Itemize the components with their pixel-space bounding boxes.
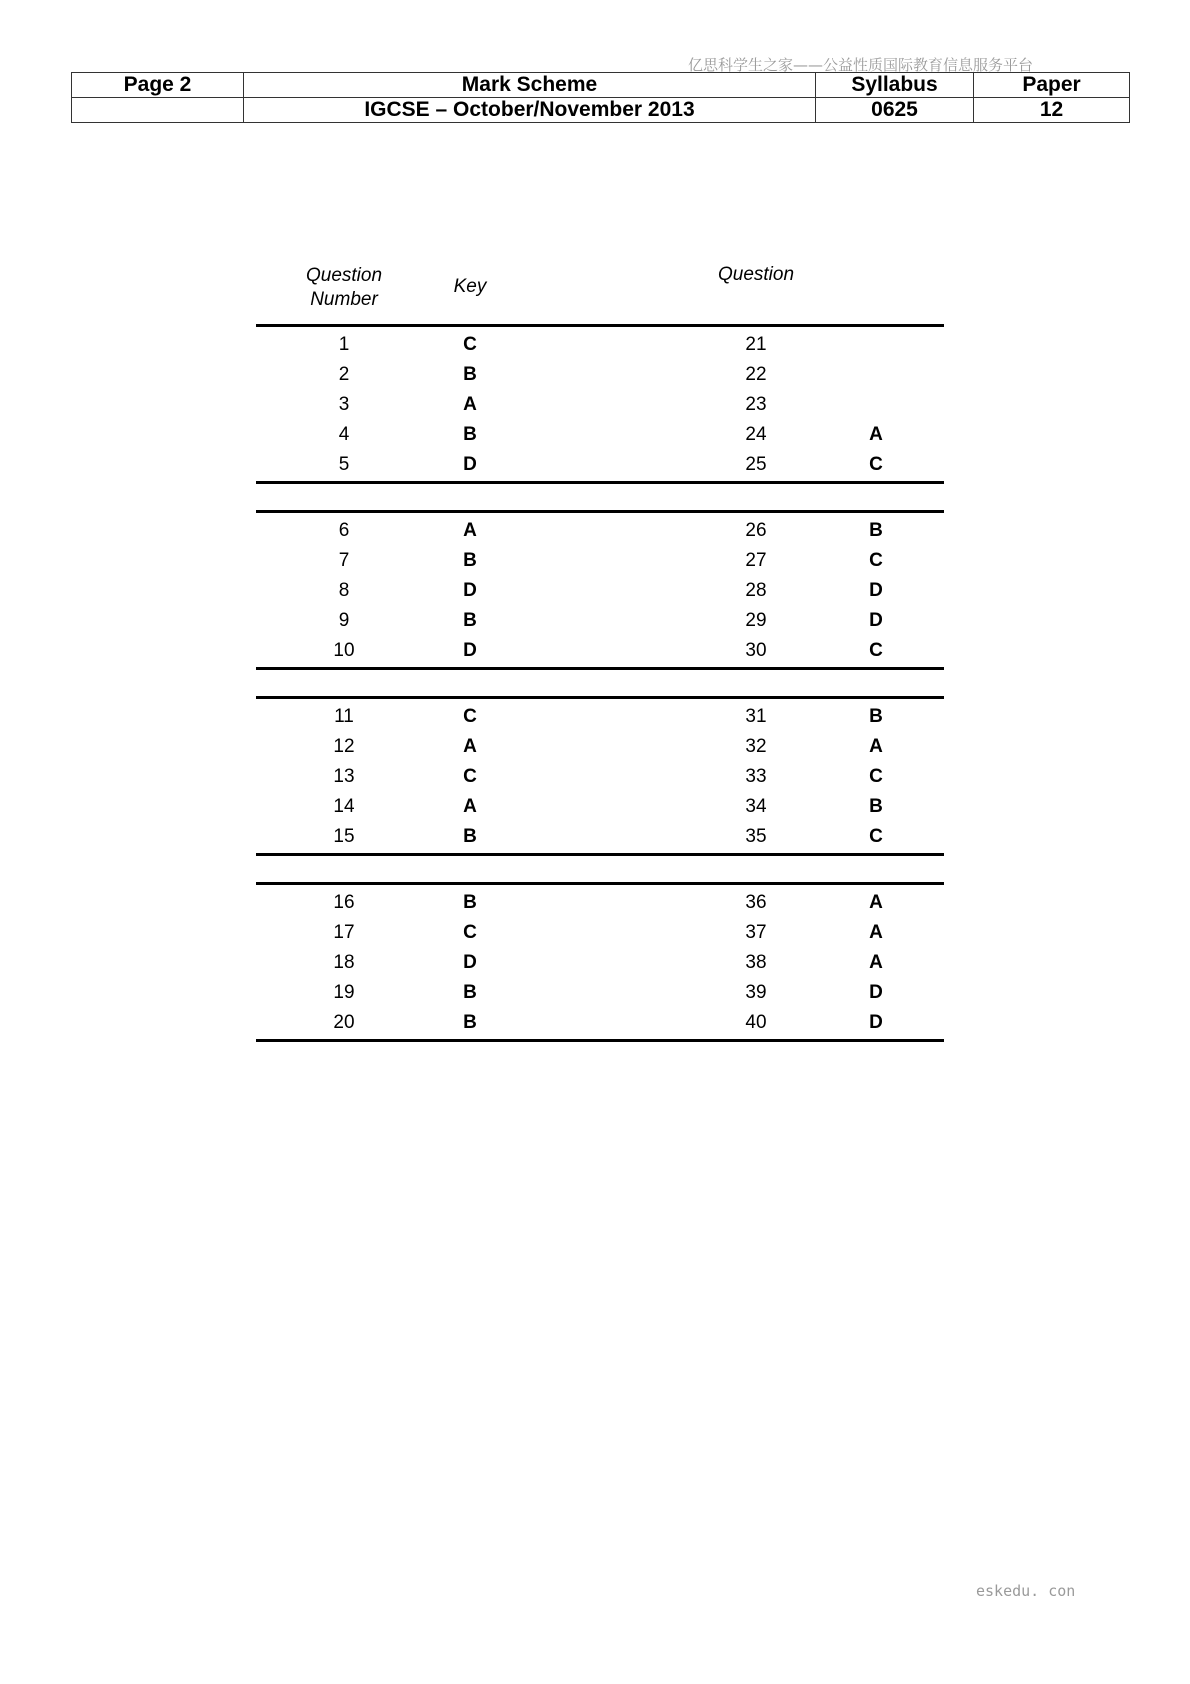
answer-key-2: C (869, 766, 883, 787)
answer-row (256, 420, 944, 450)
exam-session: IGCSE – October/November 2013 (244, 98, 816, 123)
page-number: Page 2 (72, 73, 244, 98)
answer-key-2: C (869, 640, 883, 661)
answer-block (256, 510, 944, 670)
question-number-2: 39 (745, 982, 767, 1003)
answer-key-2: B (869, 706, 883, 727)
question-number: 12 (333, 736, 355, 757)
question-number-2: 40 (745, 1012, 767, 1033)
question-number-header: Question Number (305, 265, 383, 310)
answer-row (256, 360, 944, 390)
paper-label: Paper (974, 73, 1130, 98)
question-number: 17 (333, 922, 355, 943)
question-number-2: 25 (745, 454, 767, 475)
answer-key: C (463, 706, 477, 727)
answer-key: B (463, 550, 477, 571)
question-number: 19 (333, 982, 355, 1003)
question-number-2: 29 (745, 610, 767, 631)
syllabus-label: Syllabus (816, 73, 974, 98)
question-number-2: 37 (745, 922, 767, 943)
key-header: Key (453, 276, 487, 297)
answer-key-2: C (869, 826, 883, 847)
answer-row (256, 732, 944, 762)
answer-key-2: D (869, 1012, 883, 1033)
question-number: 16 (333, 892, 355, 913)
question-number: 1 (338, 334, 350, 355)
question-number-2: 33 (745, 766, 767, 787)
question-number: 2 (338, 364, 350, 385)
syllabus-code: 0625 (816, 98, 974, 123)
answer-key-2: C (869, 550, 883, 571)
question-number: 18 (333, 952, 355, 973)
answer-key-2: A (869, 892, 883, 913)
answer-key-2: C (869, 454, 883, 475)
question-number-2: 32 (745, 736, 767, 757)
answer-key-2: B (869, 796, 883, 817)
answer-key-column-headers (256, 262, 944, 324)
answer-row (256, 576, 944, 606)
answer-key: A (463, 394, 477, 415)
question-number: 7 (338, 550, 350, 571)
question-number-2: 27 (745, 550, 767, 571)
question-number-2: 24 (745, 424, 767, 445)
answer-row (256, 918, 944, 948)
answer-key: B (463, 364, 477, 385)
paper-number: 12 (974, 98, 1130, 123)
answer-key: B (463, 826, 477, 847)
question-number: 6 (338, 520, 350, 541)
answer-row (256, 978, 944, 1008)
question-header-2: Question (717, 264, 795, 285)
answer-key: B (463, 424, 477, 445)
question-number-2: 31 (745, 706, 767, 727)
answer-key: C (463, 922, 477, 943)
answer-key-2: A (869, 424, 883, 445)
empty-cell (72, 98, 244, 123)
answer-key-2: D (869, 580, 883, 601)
answer-block (256, 882, 944, 1042)
question-number: 8 (338, 580, 350, 601)
answer-row (256, 1008, 944, 1038)
answer-row (256, 636, 944, 666)
answer-key: A (463, 796, 477, 817)
document-header-table (71, 72, 1130, 123)
answer-key: D (463, 640, 477, 661)
question-number: 3 (338, 394, 350, 415)
answer-key: D (463, 952, 477, 973)
question-number: 10 (333, 640, 355, 661)
question-number: 20 (333, 1012, 355, 1033)
answer-row (256, 702, 944, 732)
answer-key: A (463, 736, 477, 757)
answer-row (256, 606, 944, 636)
answer-row (256, 792, 944, 822)
answer-block (256, 324, 944, 484)
question-number: 15 (333, 826, 355, 847)
answer-key: C (463, 334, 477, 355)
footer-url: eskedu. con (976, 1582, 1076, 1600)
question-number-2: 30 (745, 640, 767, 661)
header-row-1 (72, 73, 1130, 98)
question-number-2: 21 (745, 334, 767, 355)
block-spacer (256, 856, 944, 882)
answer-row (256, 762, 944, 792)
answer-key: C (463, 766, 477, 787)
answer-row (256, 516, 944, 546)
answer-row (256, 330, 944, 360)
answer-key-table (256, 262, 944, 1042)
answer-key-2: A (869, 952, 883, 973)
question-number-2: 38 (745, 952, 767, 973)
question-number: 14 (333, 796, 355, 817)
question-number-2: 34 (745, 796, 767, 817)
question-number: 4 (338, 424, 350, 445)
question-number-2: 26 (745, 520, 767, 541)
question-number-2: 35 (745, 826, 767, 847)
answer-key-2: D (869, 610, 883, 631)
answer-key-2: B (869, 520, 883, 541)
watermark-text: 亿思科学生之家——公益性质国际教育信息服务平台 (688, 56, 1034, 74)
answer-key: B (463, 892, 477, 913)
question-number-2: 36 (745, 892, 767, 913)
answer-row (256, 888, 944, 918)
answer-row (256, 390, 944, 420)
document-title: Mark Scheme (244, 73, 816, 98)
answer-key: A (463, 520, 477, 541)
answer-block (256, 696, 944, 856)
answer-row (256, 450, 944, 480)
question-number: 5 (338, 454, 350, 475)
question-number-2: 28 (745, 580, 767, 601)
answer-key: D (463, 454, 477, 475)
question-number-2: 22 (745, 364, 767, 385)
block-spacer (256, 484, 944, 510)
question-number: 13 (333, 766, 355, 787)
answer-key: D (463, 580, 477, 601)
answer-row (256, 948, 944, 978)
answer-row (256, 546, 944, 576)
block-spacer (256, 670, 944, 696)
question-number: 9 (338, 610, 350, 631)
header-row-2 (72, 98, 1130, 123)
answer-key-2: A (869, 736, 883, 757)
answer-key: B (463, 982, 477, 1003)
answer-key: B (463, 1012, 477, 1033)
answer-key-2: D (869, 982, 883, 1003)
question-number-2: 23 (745, 394, 767, 415)
answer-blocks (256, 324, 944, 1042)
answer-key-2: A (869, 922, 883, 943)
answer-row (256, 822, 944, 852)
question-number: 11 (334, 706, 354, 727)
answer-key: B (463, 610, 477, 631)
